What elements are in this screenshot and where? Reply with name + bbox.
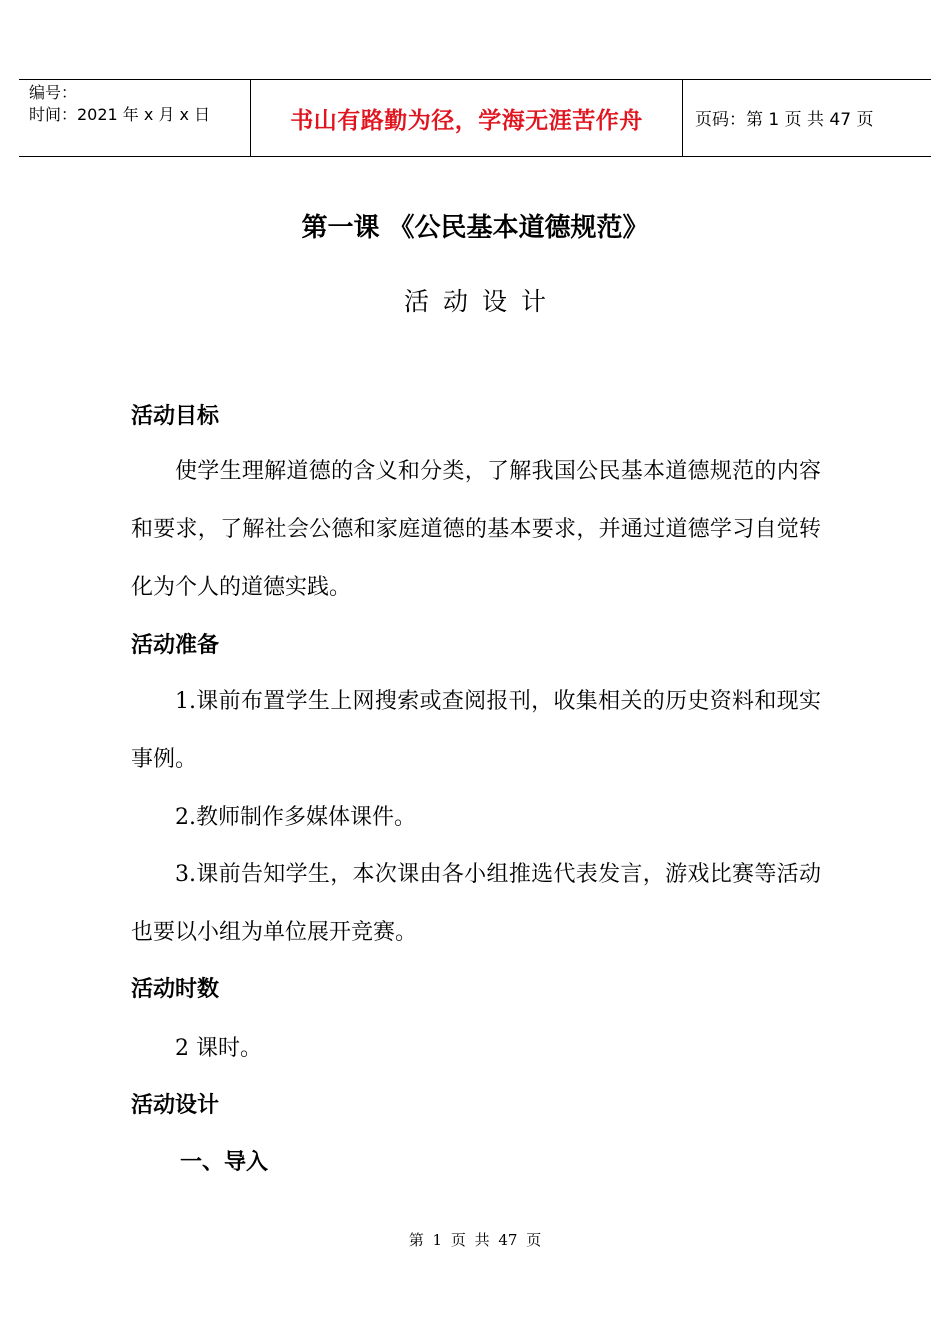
header-page-cell bbox=[683, 80, 931, 156]
date-label: 时间：2021 年 x 月 x 日 bbox=[29, 105, 211, 124]
prep-item-3: 3.课前告知学生，本次课由各小组推选代表发言，游戏比赛等活动也要以小组为单位展开竞赛。 bbox=[131, 862, 821, 945]
serial-label: 编号： bbox=[29, 83, 78, 102]
motto: 书山有路勤为径，学海无涯苦作舟 bbox=[290, 108, 643, 134]
document-title: 第一课 《公民基本道德规范》 bbox=[301, 213, 649, 243]
header-motto-cell bbox=[251, 80, 683, 156]
section-heading-goal: 活动目标 bbox=[131, 404, 220, 429]
goal-paragraph: 使学生理解道德的含义和分类，了解我国公民基本道德规范的内容和要求，了解社会公德和家庭道德的基本要求，并通过道德学习自觉转化为个人的道德实践。 bbox=[131, 459, 821, 600]
prep-item-1: 1.课前布置学生上网搜索或查阅报刊，收集相关的历史资料和现实事例。 bbox=[131, 689, 821, 772]
page-footer: 第 1 页 共 47 页 bbox=[408, 1231, 542, 1249]
page-code: 页码：第 1 页 共 47 页 bbox=[695, 110, 874, 130]
section-heading-design: 活动设计 bbox=[131, 1093, 220, 1118]
document-subtitle: 活动设计 bbox=[403, 287, 560, 316]
design-subheading-intro: 一、导入 bbox=[180, 1150, 269, 1175]
header-table bbox=[19, 79, 931, 157]
prep-item-2: 2.教师制作多媒体课件。 bbox=[175, 805, 416, 830]
section-heading-prep: 活动准备 bbox=[131, 633, 220, 658]
section-heading-hours: 活动时数 bbox=[131, 977, 220, 1002]
hours-text: 2 课时。 bbox=[175, 1036, 262, 1061]
header-info-cell bbox=[19, 80, 251, 156]
